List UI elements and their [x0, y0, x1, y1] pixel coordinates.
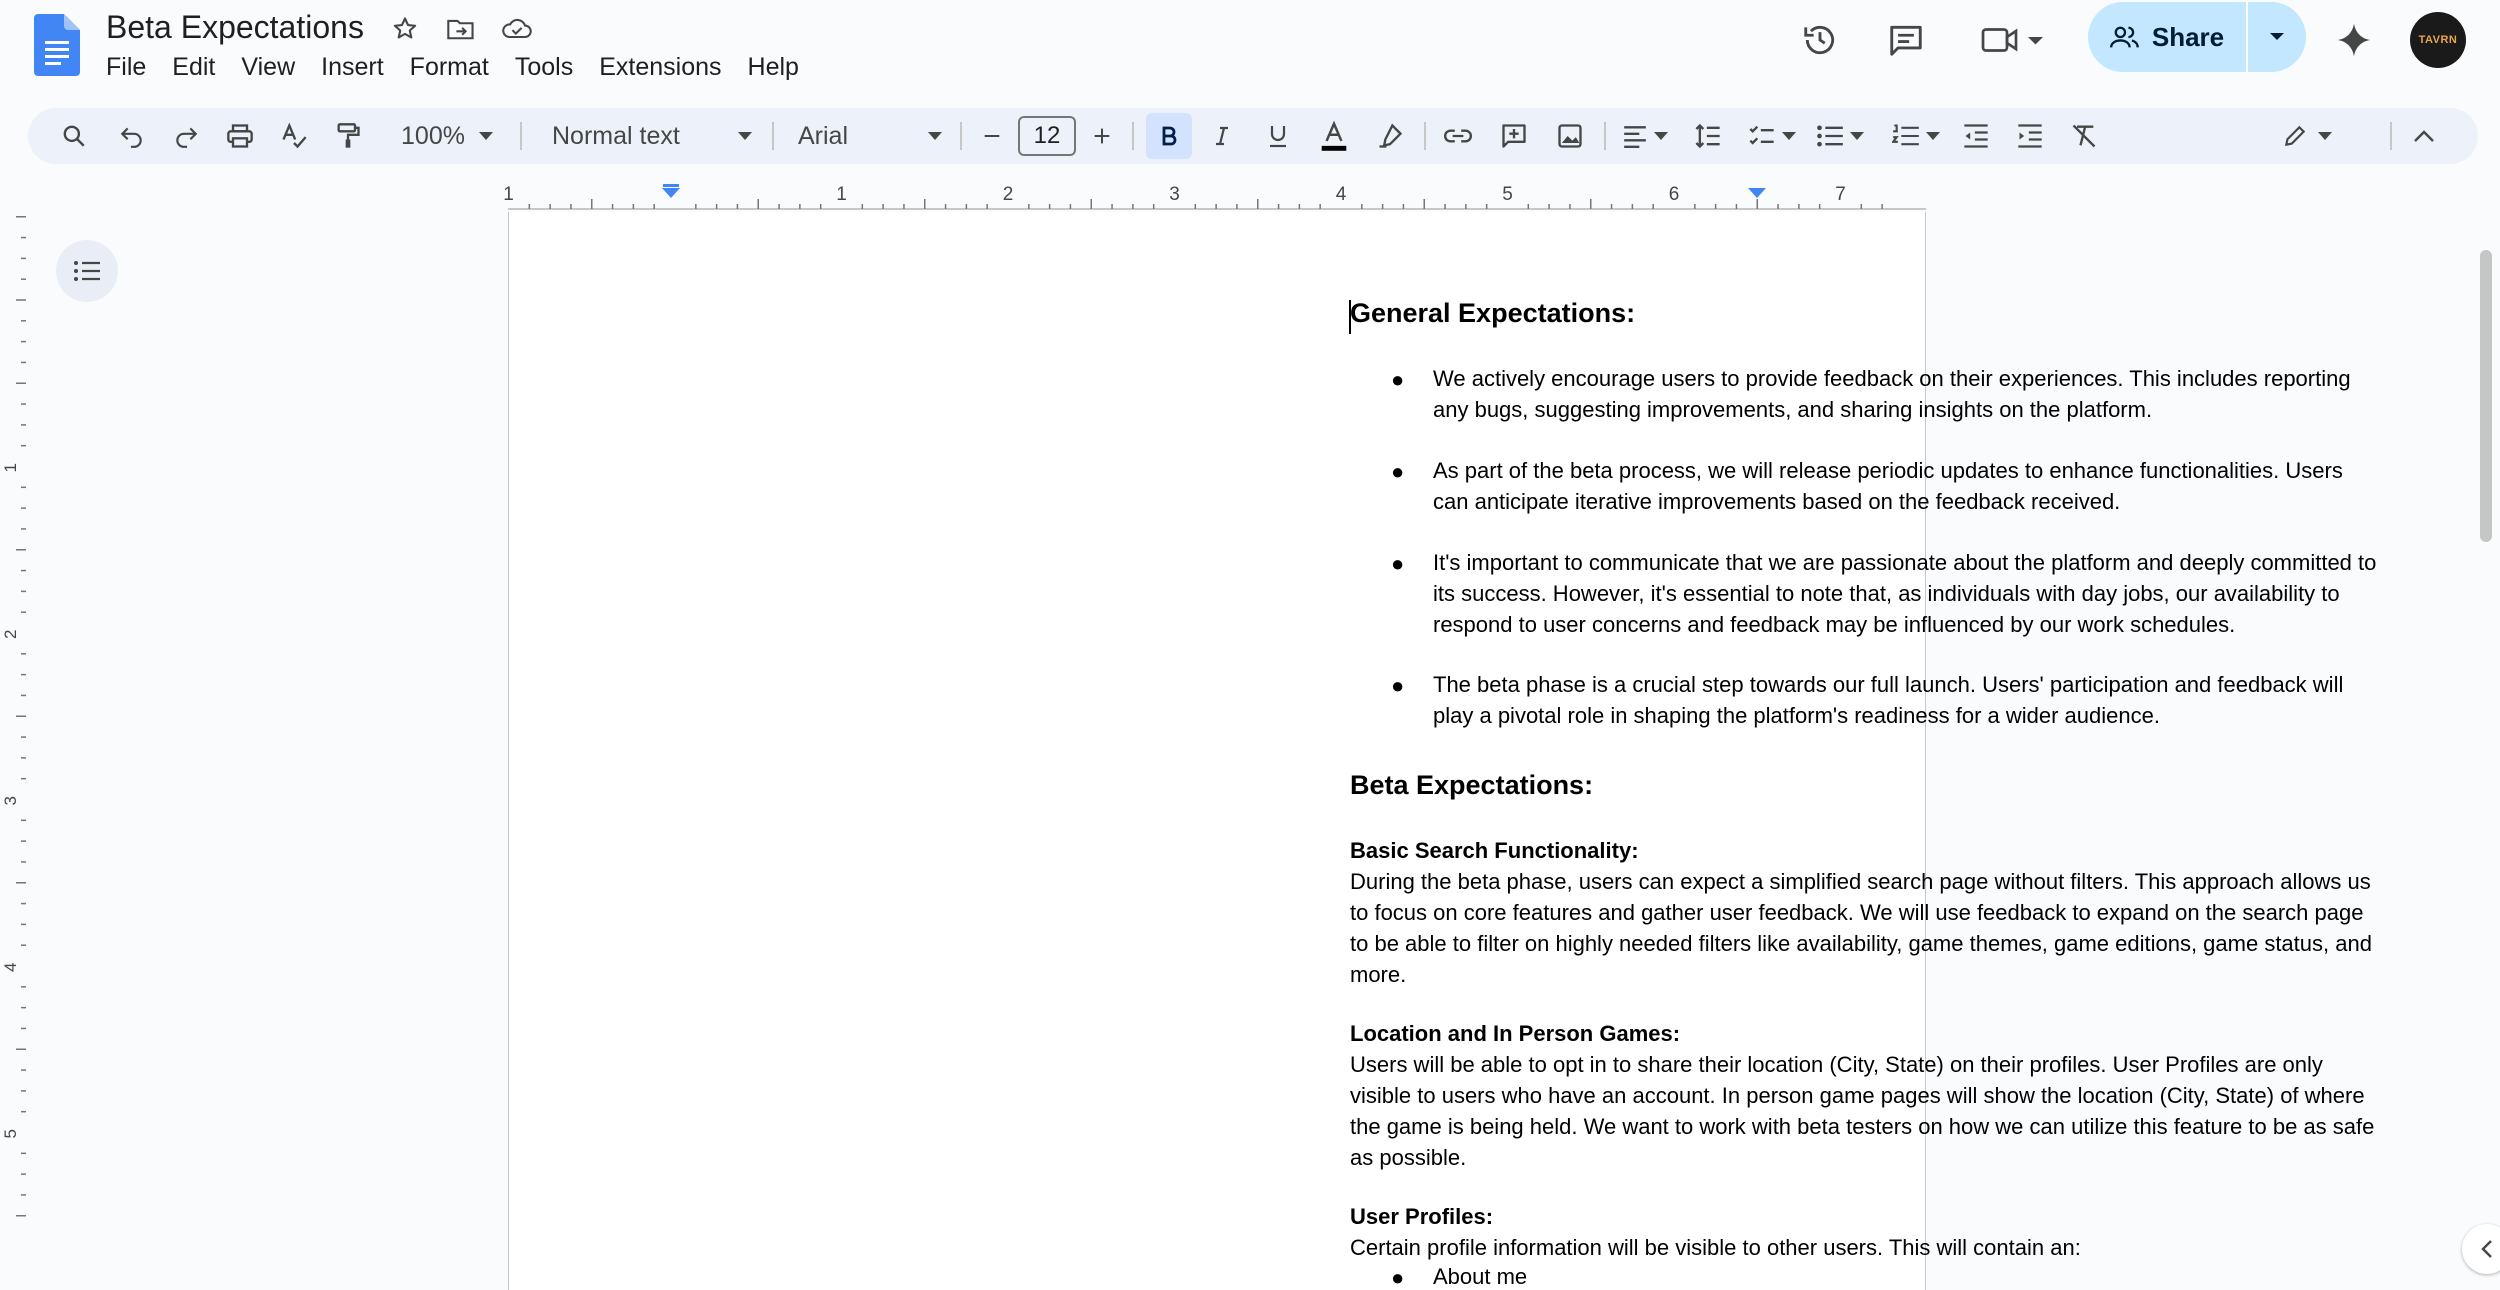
bullet-line: About me: [1433, 1264, 1528, 1289]
highlight-color-icon[interactable]: [1370, 116, 1410, 156]
bullet-line: It's important to communicate that we are passionate about the platform and deeply committed to: [1433, 550, 2377, 575]
paragraph-line: to be able to filter on highly needed filters like availability, game themes, game editions, game status, and: [1350, 931, 2372, 956]
italic-icon[interactable]: [1202, 116, 1242, 156]
paragraph-style-value: Normal text: [552, 121, 680, 150]
ruler-label: 4: [1, 962, 20, 972]
ruler-label: 5: [1, 1129, 20, 1139]
chevron-left-icon: [2479, 1239, 2495, 1259]
font-size-value: 12: [1033, 122, 1061, 149]
menu-bar: [93, 50, 812, 85]
bullet-line: The beta phase is a crucial step towards our full launch. Users' participation and feedback will: [1433, 672, 2344, 697]
ruler-label: 1: [503, 184, 514, 205]
document-outline-button[interactable]: [56, 240, 118, 302]
avatar[interactable]: [2410, 12, 2466, 68]
horizontal-ruler[interactable]: [0, 176, 2500, 212]
bullet-line: can anticipate iterative improvements based on the feedback received.: [1433, 489, 2121, 514]
section-title-user-profiles: User Profiles:: [1350, 1204, 1494, 1229]
increase-indent-icon[interactable]: [2010, 116, 2050, 156]
ruler-label: 3: [1169, 184, 1180, 205]
collapse-menus-icon[interactable]: [2404, 116, 2444, 156]
gemini-sparkle-icon[interactable]: [2330, 16, 2378, 64]
bullet-marker: ●: [1391, 367, 1405, 392]
align-left-icon: [1622, 124, 1648, 148]
zoom-value: 100%: [401, 121, 465, 150]
menu-view[interactable]: View: [241, 53, 296, 81]
comments-icon[interactable]: [1882, 16, 1930, 64]
bulleted-list-icon: [1816, 123, 1844, 149]
menu-help[interactable]: Help: [747, 53, 799, 81]
font-family-select[interactable]: [790, 116, 950, 156]
bullet-line: its success. However, it's essential to note that, as individuals with day jobs, our availability to: [1433, 581, 2340, 606]
version-history-icon[interactable]: [1796, 16, 1844, 64]
menu-extensions[interactable]: Extensions: [599, 53, 722, 81]
ruler-label: 1: [836, 184, 847, 205]
menu-insert[interactable]: Insert: [321, 53, 384, 81]
text-color-icon[interactable]: [1314, 116, 1354, 156]
section-title-search: Basic Search Functionality:: [1350, 838, 1639, 863]
chevron-down-icon: [1926, 132, 1940, 140]
paragraph-line: During the beta phase, users can expect a simplified search page without filters. This approach allows us: [1350, 869, 2371, 894]
paragraph-line: more.: [1350, 962, 1407, 987]
people-icon: [2110, 24, 2140, 50]
cloud-saved-icon[interactable]: [500, 12, 534, 46]
bullet-line: As part of the beta process, we will release periodic updates to enhance functionalities. Users: [1433, 458, 2343, 483]
redo-icon[interactable]: [166, 116, 206, 156]
heading-general-expectations: General Expectations:: [1350, 298, 1636, 328]
chevron-down-icon: [1850, 132, 1864, 140]
share-button[interactable]: [2088, 2, 2306, 72]
numbered-list-icon: [1892, 123, 1920, 149]
ruler-label: 7: [1835, 184, 1846, 205]
chevron-down-icon: [2318, 132, 2332, 140]
ruler-label: 3: [1, 796, 20, 806]
avatar-text: TAVRN: [2418, 34, 2458, 46]
increase-font-size-icon[interactable]: [1082, 116, 1122, 156]
numbered-list-select[interactable]: [1884, 116, 1948, 156]
section-title-location: Location and In Person Games:: [1350, 1021, 1681, 1046]
star-icon[interactable]: [388, 12, 422, 46]
pencil-icon: [2282, 123, 2308, 149]
ruler-label: 2: [1, 629, 20, 639]
chevron-down-icon: [928, 132, 942, 140]
move-to-folder-icon[interactable]: [444, 12, 478, 46]
menu-tools[interactable]: Tools: [514, 53, 574, 81]
bullet-line: play a pivotal role in shaping the platform's readiness for a wider audience.: [1433, 703, 2160, 728]
bullet-marker: ●: [1391, 551, 1405, 576]
meet-video-icon[interactable]: [1978, 16, 2048, 64]
checklist-select[interactable]: [1740, 116, 1804, 156]
side-panel-toggle-button[interactable]: [2462, 1224, 2500, 1274]
zoom-select[interactable]: [392, 116, 502, 156]
paragraph-line: as possible.: [1350, 1145, 1467, 1170]
bullet-marker: ●: [1391, 1265, 1405, 1290]
paragraph-line: Users will be able to opt in to share their location (City, State) on their profiles. User Profiles are only: [1350, 1052, 2323, 1077]
decrease-indent-icon[interactable]: [1956, 116, 1996, 156]
line-spacing-icon[interactable]: [1688, 116, 1728, 156]
editing-mode-select[interactable]: [2270, 116, 2344, 156]
spelling-check-icon[interactable]: [274, 116, 314, 156]
underline-icon[interactable]: [1258, 116, 1298, 156]
chevron-down-icon: [479, 132, 493, 140]
search-menus-icon[interactable]: [54, 116, 94, 156]
ruler-label: 2: [1002, 184, 1014, 205]
chevron-down-icon: [1782, 132, 1796, 140]
paragraph-line: visible to users who have an account. In person game pages will show the location (City, State) of where: [1350, 1083, 2365, 1108]
chevron-down-icon: [738, 132, 752, 140]
menu-format[interactable]: Format: [409, 53, 489, 81]
bullet-marker: ●: [1391, 673, 1405, 698]
bullet-line: any bugs, suggesting improvements, and sharing insights on the platform.: [1433, 397, 2153, 422]
ruler-label: 6: [1668, 184, 1680, 205]
menu-file[interactable]: File: [106, 53, 147, 81]
clear-formatting-icon[interactable]: [2064, 116, 2104, 156]
bullet-marker: ●: [1391, 459, 1405, 484]
heading-beta-expectations: Beta Expectations:: [1350, 770, 1594, 800]
print-icon[interactable]: [220, 116, 260, 156]
paragraph-line: Certain profile information will be visible to other users. This will contain an:: [1350, 1235, 2081, 1260]
document-title[interactable]: Beta Expectations: [106, 9, 364, 45]
share-dropdown-icon[interactable]: [2248, 2, 2306, 72]
paint-format-icon[interactable]: [328, 116, 368, 156]
checklist-icon: [1748, 123, 1776, 149]
share-main-button[interactable]: [2088, 2, 2248, 72]
vertical-ruler[interactable]: [0, 212, 26, 1290]
share-label: Share: [2151, 21, 2225, 52]
chevron-down-icon: [1654, 132, 1668, 140]
bold-icon[interactable]: [1146, 113, 1192, 159]
docs-logo-icon[interactable]: [34, 14, 80, 76]
ruler-label: 5: [1502, 184, 1513, 205]
font-family-value: Arial: [798, 121, 849, 150]
menu-edit[interactable]: Edit: [172, 53, 216, 81]
paragraph-line: to focus on core features and gather user feedback. We will use feedback to expand on the search page: [1350, 900, 2364, 925]
bullet-line: We actively encourage users to provide feedback on their experiences. This includes reporting: [1433, 366, 2351, 391]
align-select[interactable]: [1616, 116, 1674, 156]
insert-image-icon[interactable]: [1550, 116, 1590, 156]
first-line-indent-marker[interactable]: [663, 184, 679, 187]
toolbar: [28, 108, 2478, 164]
undo-icon[interactable]: [112, 116, 152, 156]
paragraph-style-select[interactable]: [544, 116, 760, 156]
bulleted-list-select[interactable]: [1808, 116, 1872, 156]
font-size-input[interactable]: [1018, 116, 1076, 156]
bullet-line: respond to user concerns and feedback may be influenced by our work schedules.: [1433, 612, 2236, 637]
add-comment-icon[interactable]: [1494, 116, 1534, 156]
ruler-label: 1: [1, 463, 20, 473]
outline-list-icon: [73, 260, 101, 282]
vertical-scrollbar[interactable]: [2480, 250, 2492, 542]
ruler-label: 4: [1335, 184, 1347, 205]
insert-link-icon[interactable]: [1438, 116, 1478, 156]
paragraph-line: the game is being held. We want to work with beta testers on how we can utilize this feature to be as safe: [1350, 1114, 2375, 1139]
title-bar: [0, 0, 2500, 96]
decrease-font-size-icon[interactable]: [972, 116, 1012, 156]
